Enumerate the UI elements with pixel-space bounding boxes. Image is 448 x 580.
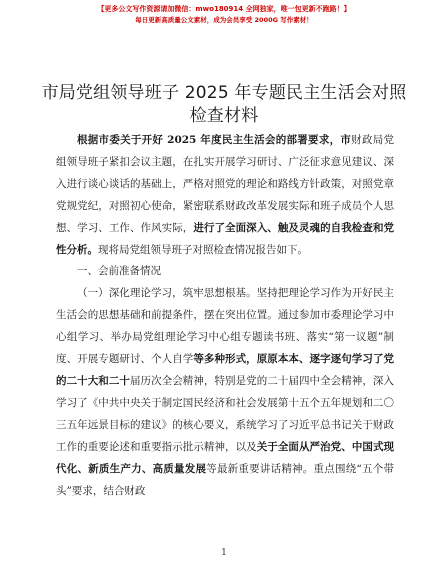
intro-seg-1: 财政局党组领导班子紧扣会议主题，在扎实开展学习研讨、广泛征求意见建议、深入进行谈心谈话的基础上，严格对照党的理论和路线方针政策，对照党章党规党纪，对照初心使命，紧密联系财政改革发展实际和班子成员个人思想、学习、工作、作风实际， [56,134,395,234]
banner-line-1: 【更多公文写作资源请加微信：mwo180914 全网独家，唯一包更新不跑路！】 [97,5,351,13]
study-seg-2: 届历次全会精神，特别是党的二十届四中全会精神，深入学习了《中共中央关于制定国民经济和社会发展第十五个五年规划和二〇三五年远景目标的建议》的核心要义，系统学习了习近平总书记关于财政工作的重要论述和重要指示批示精神，以及 [56,374,395,453]
study-seg-4: 等最新重要讲话精神。重点围绕“五个带头”要求，结合财政 [56,462,394,497]
study-seg-3: 关于全面从严治党、中国式现代化、新质生产力、高质量发展 [56,440,395,475]
document-body [56,130,394,502]
title-line-1: 市局党组领导班子 2025 年专题民主生活会对照 [41,83,407,103]
intro-seg-0: 根据市委关于开好 2025 年度民主生活会的部署要求，市 [77,134,352,146]
page-number: 1 [221,548,227,558]
promo-banner [0,4,448,26]
intro-paragraph [56,130,394,261]
study-paragraph [56,283,394,502]
section-heading [56,261,394,283]
section-heading-text: 一、会前准备情况 [77,265,161,278]
study-seg-1: 等多种形式，原原本本、逐字逐句学习了党的二十大和二十 [56,353,395,387]
intro-seg-2: 进行了全面深入、触及灵魂的自我检查和党性分析。 [56,221,395,256]
intro-seg-3: 现将局党组领导班子对照检查情况报告如下。 [98,243,308,256]
document-title [40,82,408,128]
title-line-2: 检查材料 [189,106,259,126]
study-seg-0: （一）深化理论学习，筑牢思想根基。坚持把理论学习作为开好民主生活会的思想基础和前提条件，摆在突出位置。通过参加市委理论学习中心组学习、举办局党组理论学习中心组专题读书班、落实“第一议题”制度、开展专题研讨、个人自学 [56,287,394,366]
banner-line-2: 每日更新高质量公文素材，成为会员享受 2000G 写作素材！ [135,16,313,24]
